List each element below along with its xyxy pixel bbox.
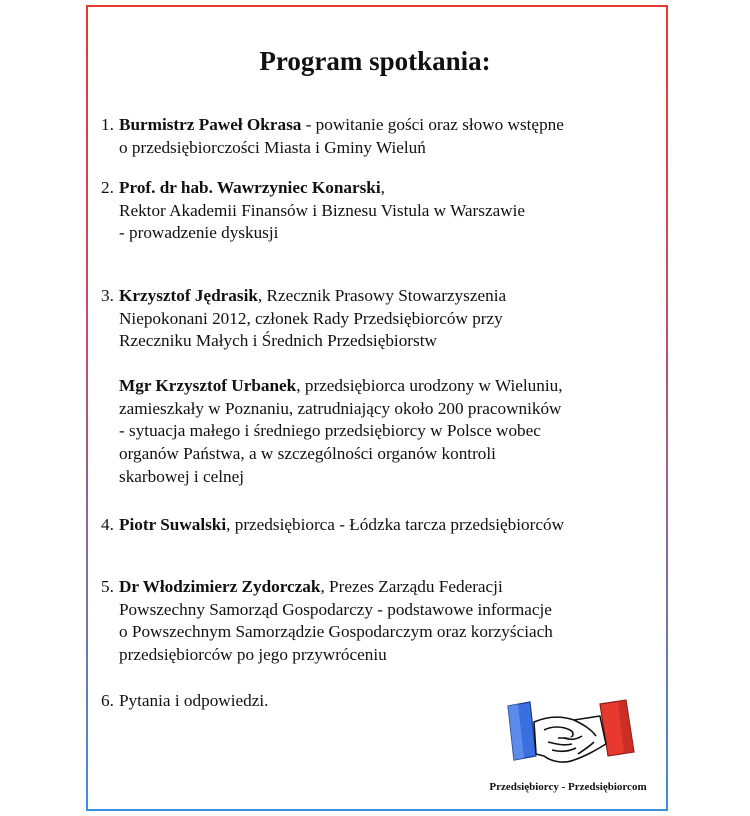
item-text: , Rzecznik Prasowy Stowarzyszenia	[257, 286, 507, 305]
item-text: organów Państwa, a w szczególności organów kontroli	[119, 444, 496, 464]
hands	[534, 716, 606, 762]
item-text: o przedsiębiorczości Miasta i Gminy Wieluń	[119, 137, 426, 157]
item-number: 6.	[101, 691, 114, 710]
item-text: - sytuacja małego i średniego przedsiębiorcy w Polsce wobec	[119, 421, 541, 441]
item-text: o Powszechnym Samorządzie Gospodarczym oraz korzyściach	[119, 622, 553, 642]
item-text: Pytania i odpowiedzi.	[119, 691, 269, 710]
item-number: 2.	[101, 178, 114, 197]
agenda-item-5	[101, 576, 553, 667]
speaker-name: Dr Włodzimierz Zydorczak	[119, 577, 321, 596]
item-text: Rektor Akademii Finansów i Biznesu Vistula w Warszawie	[119, 200, 526, 220]
item-text: - prowadzenie dyskusji	[119, 223, 279, 243]
logo-caption: Przedsiębiorcy - Przedsiębiorcom	[489, 781, 647, 793]
agenda-item-3	[101, 285, 506, 353]
item-text: zamieszkały w Poznaniu, zatrudniający około 200 pracowników	[119, 398, 562, 418]
item-text: przedsiębiorców po jego przywróceniu	[119, 645, 387, 665]
speaker-name: Piotr Suwalski	[119, 515, 227, 534]
item-text: Rzeczniku Małych i Średnich Przedsiębiorstw	[119, 331, 437, 351]
speaker-name: Prof. dr hab. Wawrzyniec Konarski	[119, 178, 381, 197]
item-text: , przedsiębiorca urodzony w Wieluniu,	[296, 376, 563, 395]
speaker-name: Burmistrz Paweł Okrasa	[119, 115, 302, 134]
item-number: 3.	[101, 286, 114, 305]
item-text: ,	[380, 178, 385, 197]
item-number: 1.	[101, 115, 114, 134]
item-number: 5.	[101, 577, 114, 596]
agenda-item-6	[101, 690, 268, 713]
item-text: Niepokonani 2012, członek Rady Przedsiębiorców przy	[119, 308, 503, 328]
agenda-item-3-second-speaker	[119, 375, 563, 489]
item-number: 4.	[101, 515, 114, 534]
agenda-item-2	[101, 177, 525, 245]
item-text: - powitanie gości oraz słowo wstępne	[301, 115, 564, 134]
item-text: , Prezes Zarządu Federacji	[320, 577, 503, 596]
item-text: skarbowej i celnej	[119, 466, 245, 486]
page-title: Program spotkania:	[259, 46, 491, 76]
item-text: , przedsiębiorca - Łódzka tarcza przedsiębiorców	[226, 515, 564, 534]
agenda-item-4	[101, 514, 564, 537]
agenda-item-1	[101, 114, 564, 159]
item-text: Powszechny Samorząd Gospodarczy - podstawowe informacje	[119, 599, 552, 619]
speaker-name: Mgr Krzysztof Urbanek	[119, 376, 297, 395]
speaker-name: Krzysztof Jędrasik	[119, 286, 258, 305]
